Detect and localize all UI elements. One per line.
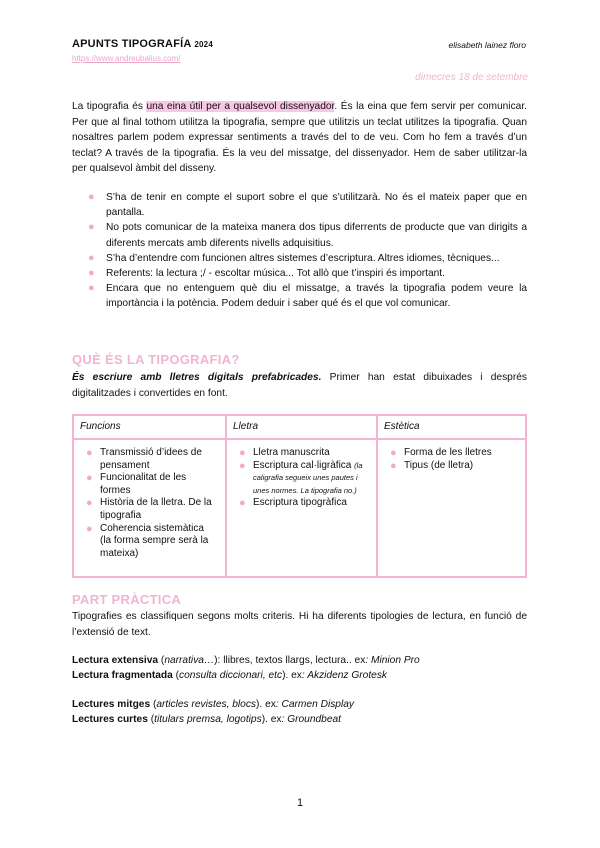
section-heading-practica: PART PRÀCTICA [72, 592, 182, 607]
table-list-item: ● Transmissió d’idees de pensament [86, 447, 202, 471]
practica-intro: Tipografies es classifiquen segons molts criteris. Hi ha diferents tipologies de lectura, en funció de l’extensió de text. [72, 611, 527, 638]
table-column-funcions [74, 416, 227, 576]
highlighted-text: una eina útil per a qualsevol dissenyador [146, 101, 335, 112]
bullet-dot-icon: ● [88, 221, 95, 234]
list-item: ● No pots comunicar de la mateixa manera dos tipus diferrents de producte que van dirigits a diferents mercats amb diferents nivells adquisitius. [88, 221, 527, 249]
bullet-dot-icon: ● [390, 459, 397, 472]
list-item: ● Encara que no entenguem què diu el missatge, a través la tipografia podem veure la importància i la potència. Podem deduir i saber qué és el que vol comunicar. [88, 282, 527, 310]
list-item: ● Referents: la lectura ;/ - escoltar música... Tot allò que t’inspiri és important. [86, 266, 527, 281]
table-list-item: ● Lletra manuscrita [239, 447, 330, 459]
reading-type-line: Lectura extensiva (narrativa…): llibres, textos llargs, lectura.. ex: Minion Pro [72, 655, 420, 666]
bullet-dot-icon: ● [86, 447, 93, 459]
table-list-item: ● Escriptura tipogràfica [239, 497, 347, 510]
bullet-dot-icon: ● [390, 447, 397, 459]
bullet-dot-icon: ● [86, 522, 93, 535]
intro-paragraph: La tipografia és una eina útil per a qualsevol dissenyador. És la eina que fem servir per comunicar. Per que al final tothom utilitza la tipografia, sempre que utilitzis un teclat utilitzes la tipografia. Quan nosaltres parlem podem expressar sentiments a través del to de veu. Com ho fem a través d’un teclat? A través de la tipografia. És la veu del missatge, del dissenyador. Hem de saber utilitzar-la per qualsevol àmbit del disseny. [72, 101, 527, 175]
table-list-item: ● Funcionalitat de les formes [86, 472, 187, 496]
table-header-funcions: Funcions [80, 421, 121, 432]
list-item: ● S’ha de tenir en compte el suport sobre el que s’utilitzarà. No és el mateix paper que en pantalla. [88, 191, 527, 219]
bullet-dot-icon: ● [239, 497, 246, 510]
table-list-item: ● Forma de les lletres [390, 447, 492, 459]
document-date: dimecres 18 de setembre [415, 72, 528, 83]
author-name: elisabeth lainez floro [448, 40, 526, 50]
reading-type-line: Lectures curtes (titulars premsa, logotips). ex: Groundbeat [72, 714, 341, 725]
reading-type-line: Lectures mitges (articles revistes, blocs). ex: Carmen Display [72, 699, 354, 710]
reference-link[interactable]: https://www.andreubalius.com/ [72, 54, 181, 63]
table-header-estetica: Estètica [384, 421, 420, 432]
table-header-lletra: Lletra [233, 421, 259, 432]
bullet-dot-icon: ● [88, 191, 95, 203]
bullet-dot-icon: ● [88, 282, 95, 295]
bullet-dot-icon: ● [86, 497, 93, 510]
section-heading-typography: QUÈ ÉS LA TIPOGRAFIA? [72, 352, 240, 367]
typography-table [72, 414, 527, 578]
caligrafia-note: (la caligrafia segueix unes pautes i unes normes. La tipografia no.) [253, 460, 363, 495]
page-number: 1 [296, 797, 304, 809]
bullet-dot-icon: ● [88, 267, 95, 280]
table-list-item: ● Coherencia sistemàtica (la forma sempre serà la mateixa) [86, 522, 209, 559]
table-column-lletra [227, 416, 378, 576]
bullet-dot-icon: ● [239, 459, 246, 472]
table-list-item: ● Història de la lletra. De la tipografia [86, 497, 212, 521]
lletra-list [237, 447, 371, 510]
bullet-list [86, 190, 527, 312]
bullet-dot-icon: ● [239, 447, 246, 459]
table-header-row [74, 416, 525, 440]
list-item: ● S’ha d’entendre com funcionen altres sistemes d’escriptura. Altres idiomes, tècniques... [86, 251, 527, 266]
table-column-estetica [378, 416, 525, 576]
funcions-list [84, 447, 216, 560]
bullet-dot-icon: ● [86, 472, 93, 485]
bullet-dot-icon: ● [88, 251, 95, 264]
table-list-item: ● Tipus (de lletra) [390, 459, 474, 472]
estetica-list [388, 447, 520, 472]
reading-type-line: Lectura fragmentada (consulta diccionari, etc). ex: Akzidenz Grotesk [72, 670, 388, 681]
section-lead-paragraph: És escriure amb lletres digitals prefabricades. Primer han estat dibuixades i després digitalitzades i convertides en font. [72, 372, 527, 399]
table-list-item: ● Escriptura cal·ligràfica (la caligrafia segueix unes pautes i unes normes. La tipografia no.) [239, 459, 363, 495]
document-year: 2024 [194, 40, 213, 49]
document-title: APUNTS TIPOGRAFÍA 2024 [72, 38, 213, 50]
